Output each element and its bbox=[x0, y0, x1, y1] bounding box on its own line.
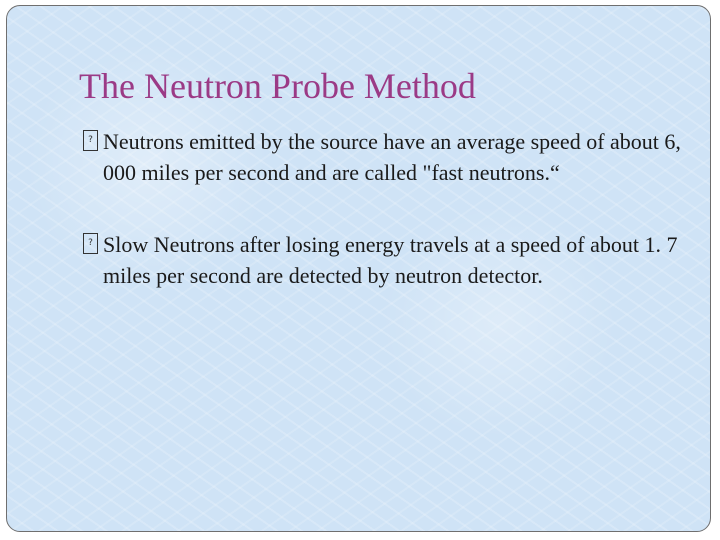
bullet-item bbox=[83, 229, 693, 291]
slide bbox=[6, 5, 711, 532]
bullet-item bbox=[83, 126, 693, 188]
slide-title: The Neutron Probe Method bbox=[79, 66, 476, 106]
missing-glyph-icon: ? bbox=[83, 130, 98, 151]
bullet-list bbox=[83, 126, 693, 332]
missing-glyph-icon: ? bbox=[83, 233, 98, 254]
bullet-text: Slow Neutrons after losing energy travels at a speed of about 1. 7 miles per second are detected by neutron detector. bbox=[103, 232, 678, 288]
bullet-text: Neutrons emitted by the source have an average speed of about 6, 000 miles per second and are called "fast neutrons.“ bbox=[103, 129, 681, 185]
